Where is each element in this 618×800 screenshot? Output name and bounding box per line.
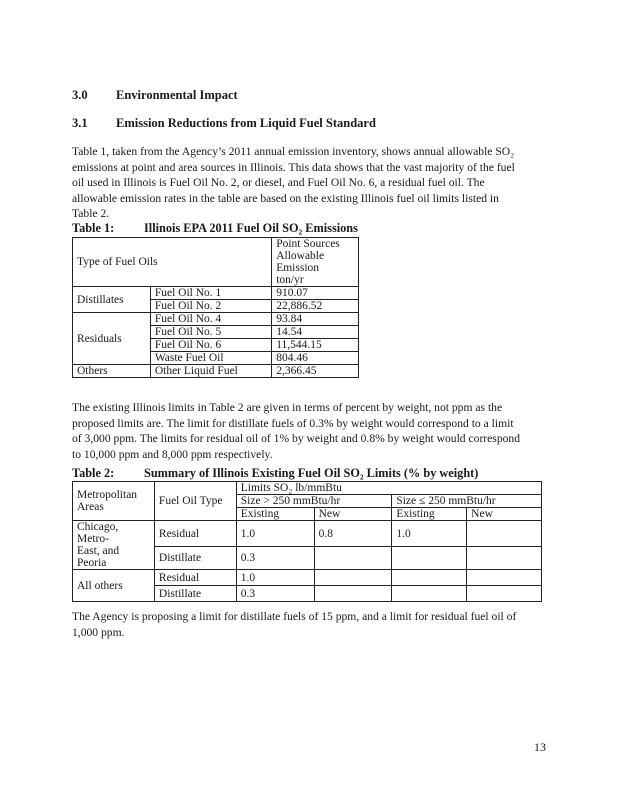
limit-cell xyxy=(467,570,542,586)
group-label: Residuals xyxy=(73,313,151,365)
emission-value-cell: 2,366.45 xyxy=(272,365,359,378)
limit-cell xyxy=(314,586,392,602)
header-line: Allowable Emission xyxy=(276,250,325,274)
limits-table xyxy=(72,481,542,602)
paragraph-line: 1,000 ppm. xyxy=(72,625,125,639)
group-label: Others xyxy=(73,365,151,378)
header-line: ton/yr xyxy=(276,274,304,286)
area-line: Chicago, Metro- xyxy=(77,521,119,545)
existing-header: Existing xyxy=(236,508,314,521)
header-line: Areas xyxy=(77,501,104,513)
limit-cell xyxy=(467,547,542,570)
subsection-number: 3.1 xyxy=(72,116,88,130)
emission-value-cell: 93.84 xyxy=(272,313,359,326)
paragraph-line: The Agency is proposing a limit for distillate fuels of 15 ppm, and a limit for residual fuel oil of xyxy=(72,610,517,623)
area-chicago xyxy=(73,521,155,570)
paragraph-line: The existing Illinois limits in Table 2 are given in terms of percent by weight, not ppm as the xyxy=(72,401,503,414)
fuel-type-cell: Distillate xyxy=(154,586,236,602)
limit-cell: 0.8 xyxy=(314,521,392,547)
metro-areas-header xyxy=(73,482,155,521)
fuel-type-cell: Fuel Oil No. 6 xyxy=(150,339,271,352)
paragraph-line: Table 2. xyxy=(72,207,110,220)
limit-cell xyxy=(314,570,392,586)
table1-header-emission xyxy=(272,238,359,287)
limit-cell xyxy=(467,521,542,547)
fuel-type-cell: Distillate xyxy=(154,547,236,570)
limits-header: Limits SO₂ lb/mmBtu xyxy=(236,482,541,495)
table2-title: Summary of Illinois Existing Fuel Oil SO₂ Limits (% by weight) xyxy=(144,466,479,480)
limit-cell: 0.3 xyxy=(236,586,314,602)
emissions-table xyxy=(72,237,359,378)
limit-cell: 1.0 xyxy=(236,521,314,547)
emission-value-cell: 14.54 xyxy=(272,326,359,339)
subsection-heading xyxy=(72,116,376,131)
paragraph-line: proposed limits are. The limit for distillate fuels of 0.3% by weight would correspond to a limit xyxy=(72,416,514,430)
paragraph-line: Table 1, taken from the Agency’s 2011 annual emission inventory, shows annual allowable SO₂ xyxy=(72,145,515,158)
paragraph-limits xyxy=(72,400,550,462)
emission-value-cell: 804.46 xyxy=(272,352,359,365)
table1-title: Illinois EPA 2011 Fuel Oil SO₂ Emissions xyxy=(144,221,358,235)
fuel-type-cell: Fuel Oil No. 5 xyxy=(150,326,271,339)
limit-cell xyxy=(392,547,467,570)
header-line: Point Sources xyxy=(276,238,340,250)
paragraph-line: allowable emission rates in the table are based on the existing Illinois fuel oil limits listed in xyxy=(72,191,499,205)
table1-caption xyxy=(72,221,358,236)
section-number: 3.0 xyxy=(72,88,88,102)
size-less-equal-header: Size ≤ 250 mmBtu/hr xyxy=(392,495,542,508)
table1-header-type: Type of Fuel Oils xyxy=(73,238,272,287)
fuel-type-cell: Fuel Oil No. 1 xyxy=(150,287,271,300)
paragraph-proposal xyxy=(72,609,550,640)
section-heading xyxy=(72,88,238,103)
new-header: New xyxy=(467,508,542,521)
area-all-others: All others xyxy=(73,570,155,602)
paragraph-line: emissions at point and area sources in Illinois. This data shows that the vast majority of the fuel xyxy=(72,160,515,174)
fuel-type-cell: Other Liquid Fuel xyxy=(150,365,271,378)
paragraph-line: to 10,000 ppm and 8,000 ppm respectively. xyxy=(72,447,273,461)
table1-label: Table 1: xyxy=(72,221,115,235)
new-header: New xyxy=(314,508,392,521)
emission-value-cell: 22,886.52 xyxy=(272,300,359,313)
emission-value-cell: 11,544.15 xyxy=(272,339,359,352)
table2-caption xyxy=(72,466,478,481)
header-line: Metropolitan xyxy=(77,489,138,501)
fuel-oil-type-header: Fuel Oil Type xyxy=(154,482,236,521)
table2-label: Table 2: xyxy=(72,466,115,480)
fuel-type-cell: Residual xyxy=(154,521,236,547)
fuel-type-cell: Residual xyxy=(154,570,236,586)
fuel-type-cell: Fuel Oil No. 2 xyxy=(150,300,271,313)
emission-value-cell: 910.07 xyxy=(272,287,359,300)
group-label: Distillates xyxy=(73,287,151,313)
subsection-title: Emission Reductions from Liquid Fuel Standard xyxy=(116,116,376,130)
paragraph-intro xyxy=(72,144,550,222)
fuel-type-cell: Waste Fuel Oil xyxy=(150,352,271,365)
limit-cell xyxy=(392,570,467,586)
paragraph-line: oil used in Illinois is Fuel Oil No. 2, or diesel, and Fuel Oil No. 6, a residual fuel oil. The xyxy=(72,176,485,189)
fuel-type-cell: Fuel Oil No. 4 xyxy=(150,313,271,326)
area-line: East, and Peoria xyxy=(77,545,120,569)
limit-cell xyxy=(314,547,392,570)
limit-cell xyxy=(392,586,467,602)
existing-header: Existing xyxy=(392,508,467,521)
limit-cell: 1.0 xyxy=(392,521,467,547)
page-number: 13 xyxy=(534,740,546,754)
limit-cell: 0.3 xyxy=(236,547,314,570)
section-title: Environmental Impact xyxy=(116,88,238,102)
limit-cell: 1.0 xyxy=(236,570,314,586)
paragraph-line: of 3,000 ppm. The limits for residual oil of 1% by weight and 0.8% by weight would correspond xyxy=(72,432,521,445)
size-greater-header: Size > 250 mmBtu/hr xyxy=(236,495,392,508)
limit-cell xyxy=(467,586,542,602)
